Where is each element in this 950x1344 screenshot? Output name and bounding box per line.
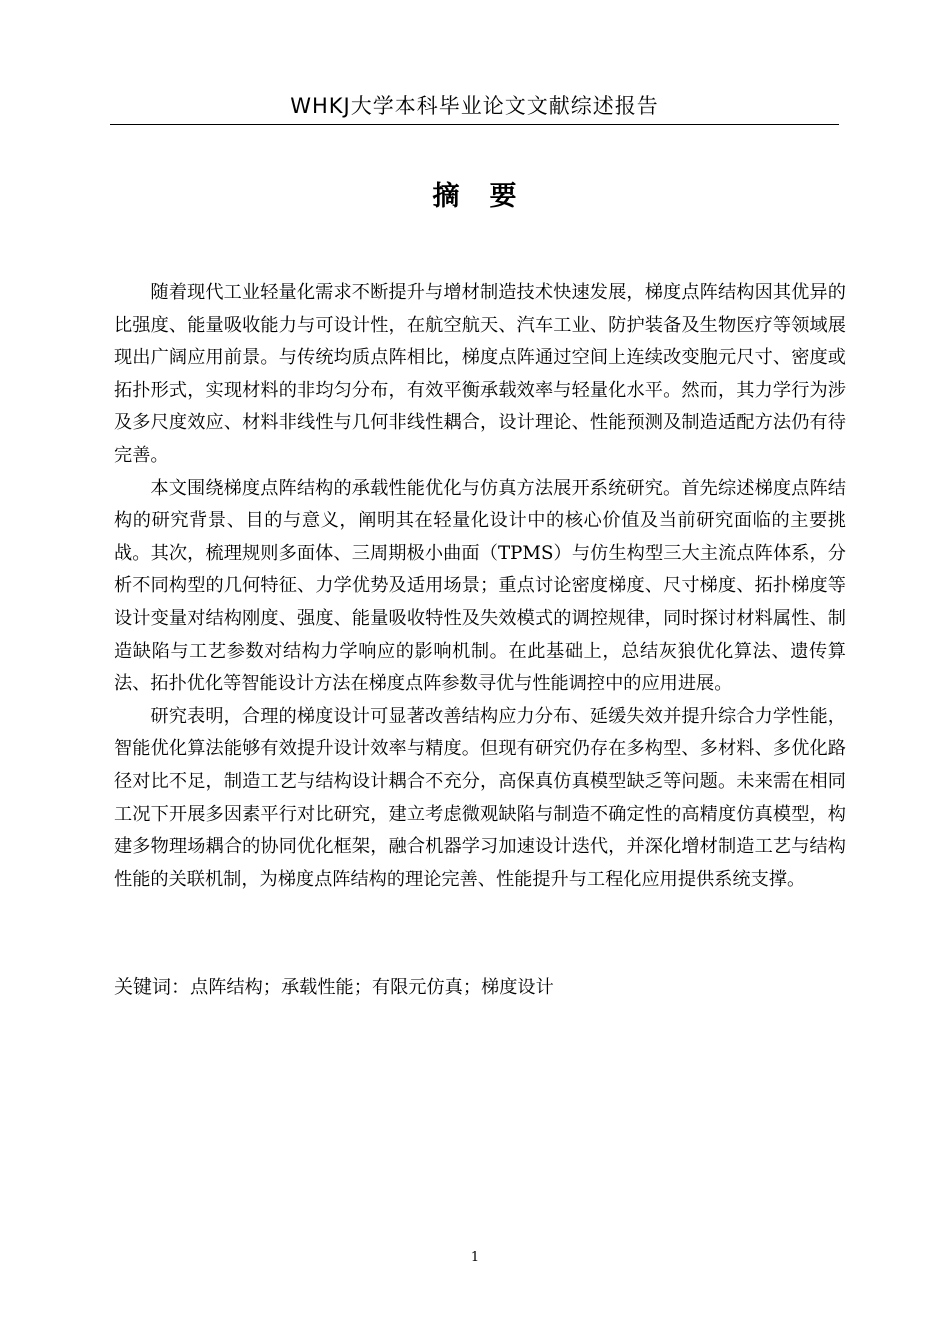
- keywords-line: [114, 969, 846, 1006]
- header-divider: [110, 124, 839, 125]
- running-header: WHKJ大学本科毕业论文文献综述报告: [290, 94, 659, 118]
- abstract-body: [114, 277, 846, 896]
- keywords-value: 点阵结构；承载性能；有限元仿真；梯度设计: [190, 977, 554, 998]
- abstract-paragraph-2: 本文围绕梯度点阵结构的承载性能优化与仿真方法展开系统研究。首先综述梯度点阵结构的研究背景、目的与意义，阐明其在轻量化设计中的核心价值及当前研究面临的主要挑战。其次，梳理规则多面体、三周期极小曲面（TPMS）与仿生构型三大主流点阵体系，分析不同构型的几何特征、力学优势及适用场景；重点讨论密度梯度、尺寸梯度、拓扑梯度等设计变量对结构刚度、强度、能量吸收特性及失效模式的调控规律，同时探讨材料属性、制造缺陷与工艺参数对结构力学响应的影响机制。在此基础上，总结灰狼优化算法、遗传算法、拓扑优化等智能设计方法在梯度点阵参数寻优与性能调控中的应用进展。: [114, 477, 846, 695]
- abstract-paragraph-3: 研究表明，合理的梯度设计可显著改善结构应力分布、延缓失效并提升综合力学性能，智能优化算法能够有效提升设计效率与精度。但现有研究仍存在多构型、多材料、多优化路径对比不足，制造工艺与结构设计耦合不充分，高保真仿真模型缺乏等问题。未来需在相同工况下开展多因素平行对比研究，建立考虑微观缺陷与制造不确定性的高精度仿真模型，构建多物理场耦合的协同优化框架，融合机器学习加速设计迭代，并深化增材制造工艺与结构性能的关联机制，为梯度点阵结构的理论完善、性能提升与工程化应用提供系统支撑。: [114, 705, 846, 890]
- page-number: 1: [470, 1250, 480, 1265]
- keywords-label: 关键词：: [114, 976, 191, 998]
- abstract-paragraph-1: 随着现代工业轻量化需求不断提升与增材制造技术快速发展，梯度点阵结构因其优异的比强度、能量吸收能力与可设计性，在航空航天、汽车工业、防护装备及生物医疗等领域展现出广阔应用前景。与传统均质点阵相比，梯度点阵通过空间上连续改变胞元尺寸、密度或拓扑形式，实现材料的非均匀分布，有效平衡承载效率与轻量化水平。然而，其力学行为涉及多尺度效应、材料非线性与几何非线性耦合，设计理论、性能预测及制造适配方法仍有待完善。: [114, 282, 846, 466]
- abstract-title: 摘要: [432, 181, 547, 212]
